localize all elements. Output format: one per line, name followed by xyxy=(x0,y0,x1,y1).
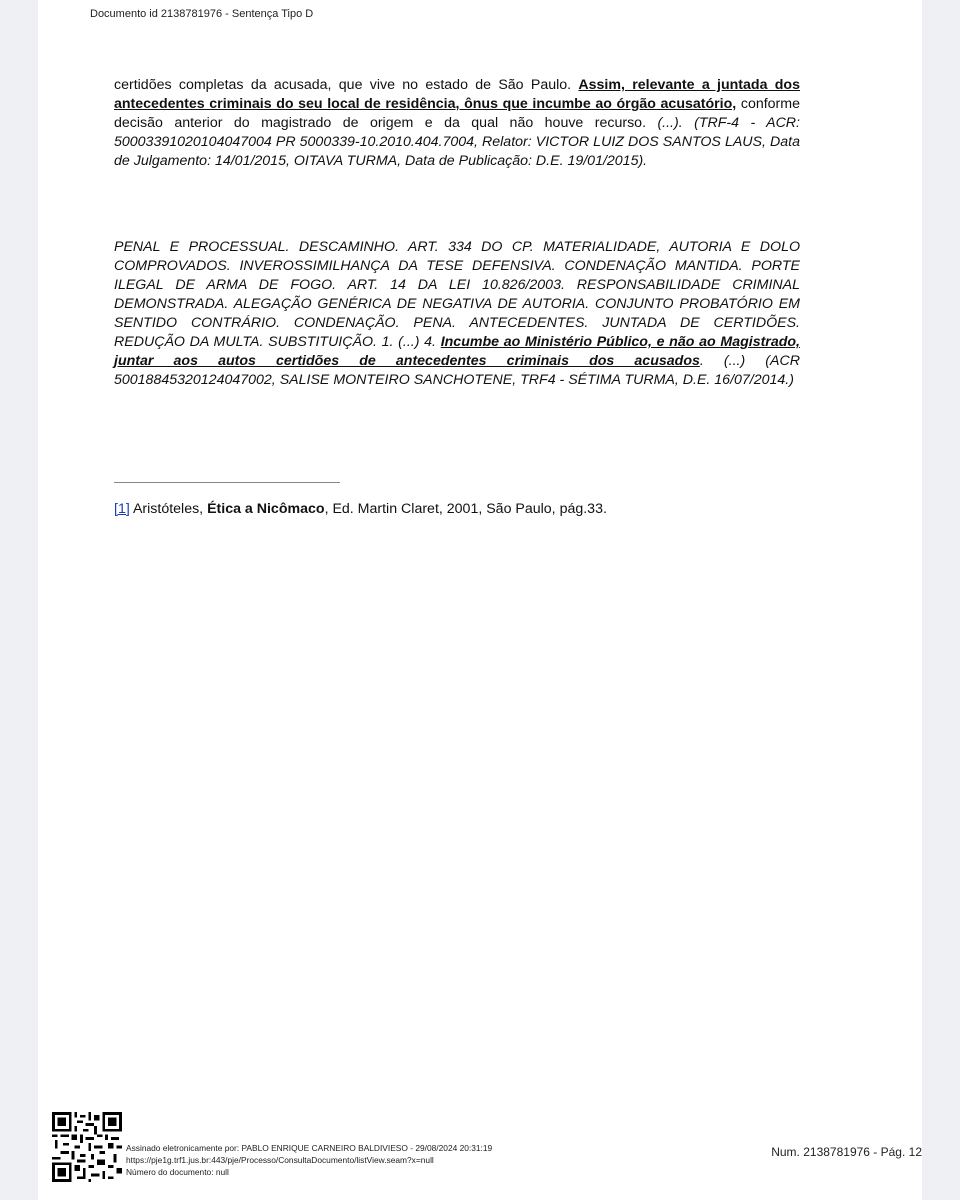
p1-citation: (...). (TRF-4 - ACR: 50003391020104047004 PR 5000339-10.2010.404.7004, Relator: VICTOR LUIZ DOS SANTOS LAUS, Data de Julgamento: 14/01/2015, OITAVA TURMA, Data de Publicação: D.E. 19/01/2015). xyxy=(114,115,800,169)
document-page xyxy=(38,0,922,1200)
electronic-signature xyxy=(126,1142,492,1179)
signature-url[interactable]: https://pje1g.trf1.jus.br:443/pje/Processo/ConsultaDocumento/listView.seam?x=null xyxy=(126,1155,434,1166)
signature-signer: Assinado eletronicamente por: PABLO ENRIQUE CARNEIRO BALDIVIESO - 29/08/2024 20:31:19 xyxy=(126,1143,493,1153)
footnote xyxy=(114,500,607,519)
p1-emphasis: Assim, relevante a juntada dos antecedentes criminais do seu local de residência, ônus que incumbe ao órgão acusatório, xyxy=(114,77,800,112)
citation-paragraph-1 xyxy=(114,76,800,171)
signature-doc-number: Número do documento: null xyxy=(126,1167,229,1178)
footnote-divider xyxy=(114,482,340,483)
footnote-text: Aristóteles, xyxy=(129,501,208,517)
footnote-text-2: , Ed. Martin Claret, 2001, São Paulo, pág.33. xyxy=(324,501,607,517)
p2-citation: . (...) (ACR 50018845320124047002, SALISE MONTEIRO SANCHOTENE, TRF4 - SÉTIMA TURMA, D.E. 16/07/2014.) xyxy=(114,353,800,388)
p2-text: PENAL E PROCESSUAL. DESCAMINHO. ART. 334 DO CP. MATERIALIDADE, AUTORIA E DOLO COMPROVADOS. INVEROSSIMILHANÇA DA TESE DEFENSIVA. CONDENAÇÃO MANTIDA. PORTE ILEGAL DE ARMA DE FOGO. ART. 14 DA LEI 10.826/2003. RESPONSABILIDADE CRIMINAL DEMONSTRADA. ALEGAÇÃO GENÉRICA DE NEGATIVA DE AUTORIA. CONJUNTO PROBATÓRIO EM SENTIDO CONTRÁRIO. CONDENAÇÃO. PENA. ANTECEDENTES. JUNTADA DE CERTIDÕES. REDUÇÃO DA MULTA. SUBSTITUIÇÃO. 1. (...) 4. xyxy=(114,239,800,350)
citation-paragraph-2 xyxy=(114,238,800,390)
qr-code-icon xyxy=(52,1112,122,1182)
document-id-header: Documento id 2138781976 - Sentença Tipo D xyxy=(90,8,314,20)
p1-text-2: conforme decisão anterior do magistrado de origem e da qual não houve recurso. xyxy=(114,96,800,131)
footnote-book-title: Ética a Nicômaco xyxy=(207,501,325,517)
p2-emphasis: Incumbe ao Ministério Público, e não ao Magistrado, juntar aos autos certidões de antecedentes criminais dos acusados xyxy=(114,334,800,369)
p1-text: certidões completas da acusada, que vive no estado de São Paulo. xyxy=(114,77,579,93)
footnote-ref-link[interactable]: [1] xyxy=(114,501,130,517)
page-number: Num. 2138781976 - Pág. 12 xyxy=(771,1145,922,1159)
